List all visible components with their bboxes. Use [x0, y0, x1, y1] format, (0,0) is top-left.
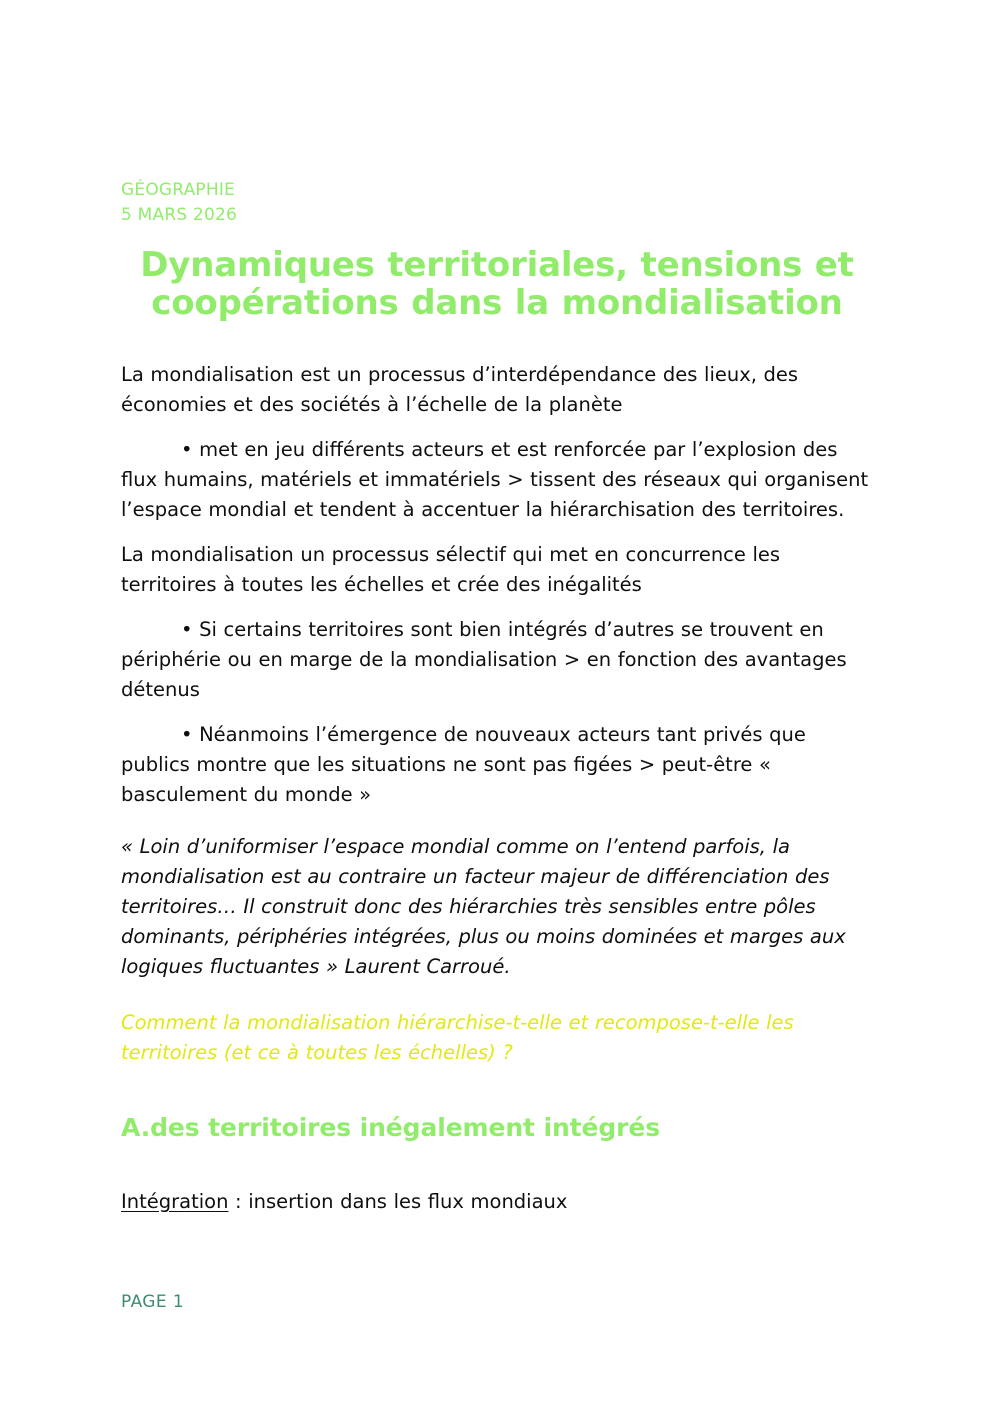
paragraph-bullet-acteurs-flux: • met en jeu différents acteurs et est renforcée par l’explosion des flux humains, matériels et immatériels > tissent des réseaux qui organisent l’espace mondial et tendent à accentuer la hiérarchisation des territoires. [121, 438, 869, 521]
page-footer [121, 1290, 184, 1314]
header-date: 5 MARS 2026 [121, 204, 237, 225]
paragraph-bullet-nouveaux-acteurs: • Néanmoins l’émergence de nouveaux acteurs tant privés que publics montre que les situations ne sont pas figées > peut-être « basculement du monde » [121, 723, 806, 806]
definition-integration [121, 1187, 873, 1217]
definition-term: Intégration [121, 1190, 229, 1213]
document-content [121, 178, 873, 1217]
paragraph-intro: La mondialisation est un processus d’interdépendance des lieux, des économies et des sociétés à l’échelle de la planète [121, 363, 799, 416]
header-subject: GÉOGRAPHIE [121, 180, 236, 200]
document-header [121, 178, 873, 227]
blockquote-carroue: « Loin d’uniformiser l’espace mondial comme on l’entend parfois, la mondialisation est au contraire un facteur majeur de différenciation des territoires… Il construit donc des hiérarchies très sensibles entre pôles dominants, périphéries intégrées, plus ou moins dominées et marges aux logiques fluctuantes » Laurent Carroué. [121, 835, 846, 978]
body-text [121, 360, 873, 1217]
paragraph-bullet-integres-peripherie: • Si certains territoires sont bien intégrés d’autres se trouvent en périphérie ou en marge de la mondialisation > en fonction des avantages détenus [121, 618, 847, 701]
paragraph-selectivite: La mondialisation un processus sélectif qui met en concurrence les territoires à toutes les échelles et crée des inégalités [121, 543, 781, 596]
page-title: Dynamiques territoriales, tensions et coopérations dans la mondialisation [140, 245, 854, 323]
section-heading-a: A.des territoires inégalement intégrés [121, 1113, 661, 1142]
page-number-label: PAGE 1 [121, 1292, 185, 1312]
definition-text: : insertion dans les flux mondiaux [228, 1190, 568, 1213]
problematique-question: Comment la mondialisation hiérarchise-t-elle et recompose-t-elle les territoires (et ce à toutes les échelles) ? [121, 1011, 794, 1064]
